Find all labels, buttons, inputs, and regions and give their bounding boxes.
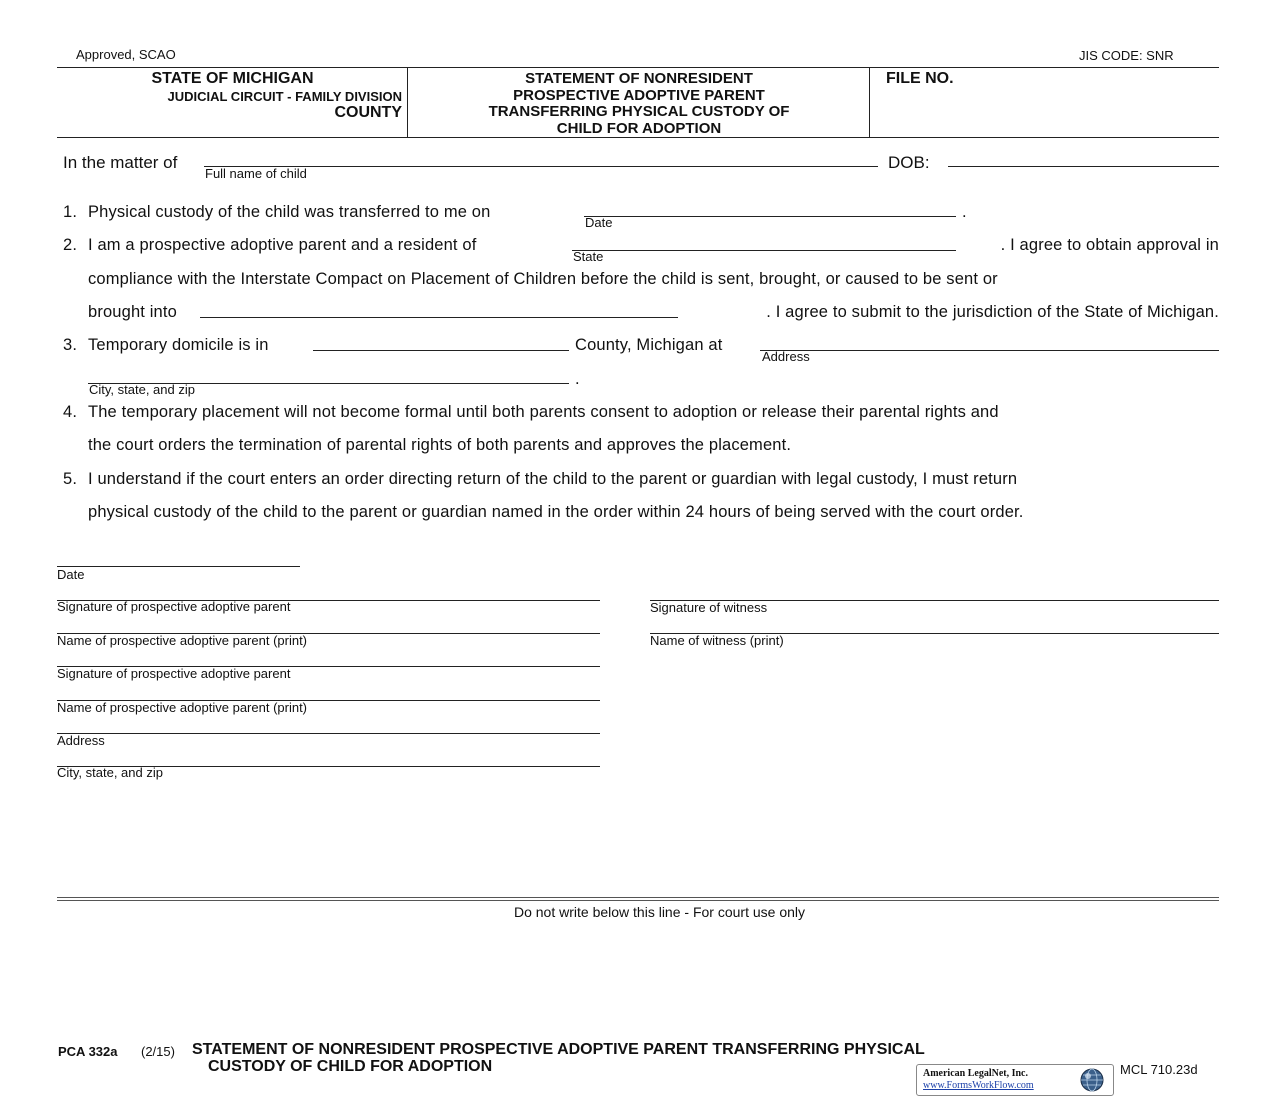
file-no-field[interactable] [875,92,1215,134]
domicile-city-caption: City, state, and zip [89,382,195,397]
state-name: STATE OF MICHIGAN [151,70,314,87]
footer-title-line2: CUSTODY OF CHILD FOR ADOPTION [208,1058,493,1075]
matter-label: In the matter of [63,153,178,172]
item2-text: I am a prospective adoptive parent and a resident of [88,236,477,254]
address-field[interactable] [57,733,600,734]
county-label: COUNTY [334,104,402,121]
mcl-citation: MCL 710.23d [1120,1062,1198,1077]
court-use-rule-bottom [57,900,1219,901]
court-use-rule-top [57,897,1219,898]
court-name: JUDICIAL CIRCUIT - FAMILY DIVISION [167,89,402,104]
item3-county-text: County, Michigan at [575,336,723,354]
american-legalnet-logo[interactable] [916,1064,1114,1096]
item-number: 4. [63,403,78,421]
domicile-address-field[interactable] [760,350,1219,351]
domicile-address-caption: Address [762,349,810,364]
form-title-line: STATEMENT OF NONRESIDENT [525,70,753,87]
item1-text: Physical custody of the child was transferred to me on [88,203,491,221]
date-caption: Date [57,567,85,582]
header-divider-2 [869,67,870,137]
court-use-notice: Do not write below this line - For court use only [513,904,805,920]
item2-line3-start: brought into [88,303,177,321]
resident-state-field[interactable] [572,250,956,251]
transfer-date-caption: Date [585,215,613,230]
witness-name-caption: Name of witness (print) [650,633,784,648]
child-name-caption: Full name of child [205,166,307,181]
form-title-line: PROSPECTIVE ADOPTIVE PARENT [513,86,765,104]
brought-into-field[interactable] [200,317,678,318]
parent1-name-caption: Name of prospective adoptive parent (print) [57,633,308,648]
item5-line2: physical custody of the child to the parent or guardian named in the order within 24 hours of being served with the court order. [88,503,1024,521]
header-top-rule [57,67,1219,68]
address-caption: Address [57,733,105,748]
form-title-line: TRANSFERRING PHYSICAL CUSTODY OF [488,103,790,120]
item-number: 5. [63,470,78,488]
header-bottom-rule [57,137,1219,138]
item4-line1: The temporary placement will not become formal until both parents consent to adoption or release their parental rights and [88,403,999,421]
logo-company-name: American LegalNet, Inc. [923,1068,1028,1079]
item3-end: . [575,370,580,388]
form-title-line: CHILD FOR ADOPTION [556,119,722,137]
approved-label: Approved, SCAO [76,47,176,62]
dob-field[interactable] [948,166,1219,167]
transfer-date-field[interactable] [584,216,956,217]
item-number: 3. [63,336,78,354]
logo-url-link[interactable]: www.FormsWorkFlow.com [923,1080,1034,1091]
header-divider-1 [407,67,408,137]
form-title [410,71,868,137]
form-date: (2/15) [141,1044,175,1059]
file-no-label: FILE NO. [886,70,954,87]
footer-title-line1: STATEMENT OF NONRESIDENT PROSPECTIVE ADOPTIVE PARENT TRANSFERRING PHYSICAL [192,1041,925,1058]
item2-tail: . I agree to obtain approval in [1000,236,1219,254]
globe-icon [1074,1067,1110,1093]
form-code: PCA 332a [58,1044,118,1059]
date-field[interactable] [57,566,300,567]
item3-text: Temporary domicile is in [88,336,269,354]
parent1-signature-caption: Signature of prospective adoptive parent [57,599,291,614]
parent2-signature-caption: Signature of prospective adoptive parent [57,666,291,681]
dob-label: DOB: [888,153,930,172]
item2-line3-end: . I agree to submit to the jurisdiction of the State of Michigan. [766,303,1219,321]
parent2-name-caption: Name of prospective adoptive parent (print) [57,700,308,715]
domicile-county-field[interactable] [313,350,569,351]
item-number: 1. [63,203,78,221]
item5-line1: I understand if the court enters an order directing return of the child to the parent or guardian with legal custody, I must return [88,470,1018,488]
jis-code: JIS CODE: SNR [1079,48,1174,63]
resident-state-caption: State [573,249,604,264]
city-caption: City, state, and zip [57,765,163,780]
item-number: 2. [63,236,78,254]
item4-line2: the court orders the termination of parental rights of both parents and approves the placement. [88,436,792,454]
item1-end: . [962,203,967,221]
item2-line2: compliance with the Interstate Compact on Placement of Children before the child is sent, brought, or caused to be sent or [88,270,998,288]
witness-signature-caption: Signature of witness [650,600,768,615]
